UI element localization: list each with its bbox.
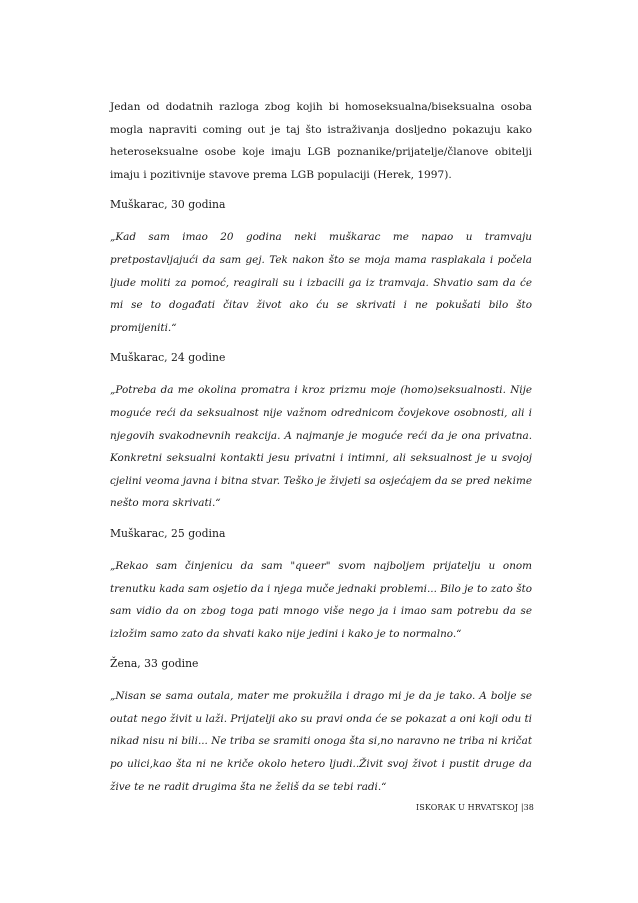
document-body xyxy=(110,96,532,806)
testimony xyxy=(110,523,532,645)
page-footer xyxy=(416,803,534,812)
testimony-label: Muškarac, 30 godina xyxy=(110,198,226,212)
testimony-label: Muškarac, 25 godina xyxy=(110,526,226,540)
testimony-quote: „Potreba da me okolina promatra i kroz prizmu moje (homo)seksualnosti. Nije moguće reći da seksualnost nije važnom odrednicom čovjekove osobnosti, ali i njegovih svakodnevnih reakcija. A najmanje je moguće reći da je ona privatna. Konkretni seksualni kontakti jesu privatni i intimni, ali seksualnost je u svojoj cjelini veoma javna i bitna stvar. Teško je živjeti sa osjećajem da se pred nekime nešto mora skrivati.“ xyxy=(110,384,532,510)
testimony-label: Muškarac, 24 godine xyxy=(110,351,226,365)
footer-publication: ISKORAK U HRVATSKOJ xyxy=(416,803,519,812)
testimony-quote: „Rekao sam činjenicu da sam "queer" svom najboljem prijatelju u onom trenutku kada sam osjetio da i njega muče jednaki problemi... Bilo je to zato što sam vidio da on zbog toga pati mnogo više nego ja i imao sam potrebu da se izložim samo zato da shvati kako nije jedini i kako je to normalno.“ xyxy=(110,559,532,640)
footer-page-number: 38 xyxy=(523,803,534,812)
intro-paragraph: Jedan od dodatnih razloga zbog kojih bi homoseksualna/biseksualna osoba mogla napraviti coming out je taj što istraživanja dosljedno pokazuju kako heteroseksualne osobe koje imaju LGB poznanike/prijatelje/članove obitelji imaju i pozitivnije stavove prema LGB populaciji (Herek, 1997). xyxy=(110,101,532,181)
testimony xyxy=(110,194,532,339)
footer-separator: | xyxy=(520,803,524,812)
testimony-quote: „Kad sam imao 20 godina neki muškarac me napao u tramvaju pretpostavljajući da sam gej. Tek nakon što se moja mama rasplakala i počela ljude moliti za pomoć, reagirali su i izbacili ga iz tramvaja. Shvatio sam da će mi se to događati čitav život ako ću se skrivati i ne pokušati bilo što promijeniti.“ xyxy=(110,231,532,334)
testimony-quote: „Nisan se sama outala, mater me prokužila i drago mi je da je tako. A bolje se outat nego živit u laži. Prijatelji ako su pravi onda će se pokazat a oni koji odu ti nikad nisu ni bili... Ne triba se sramiti onoga šta si,no naravno ne triba ni kričat po ulici,kao šta ni ne kriče okolo hetero ljudi..Živit svoj život i pustit druge da žive te ne radit drugima šta ne želiš da se tebi radi.“ xyxy=(110,690,532,793)
testimony-label: Žena, 33 godine xyxy=(110,657,199,671)
testimony xyxy=(110,653,532,798)
testimony xyxy=(110,347,532,515)
